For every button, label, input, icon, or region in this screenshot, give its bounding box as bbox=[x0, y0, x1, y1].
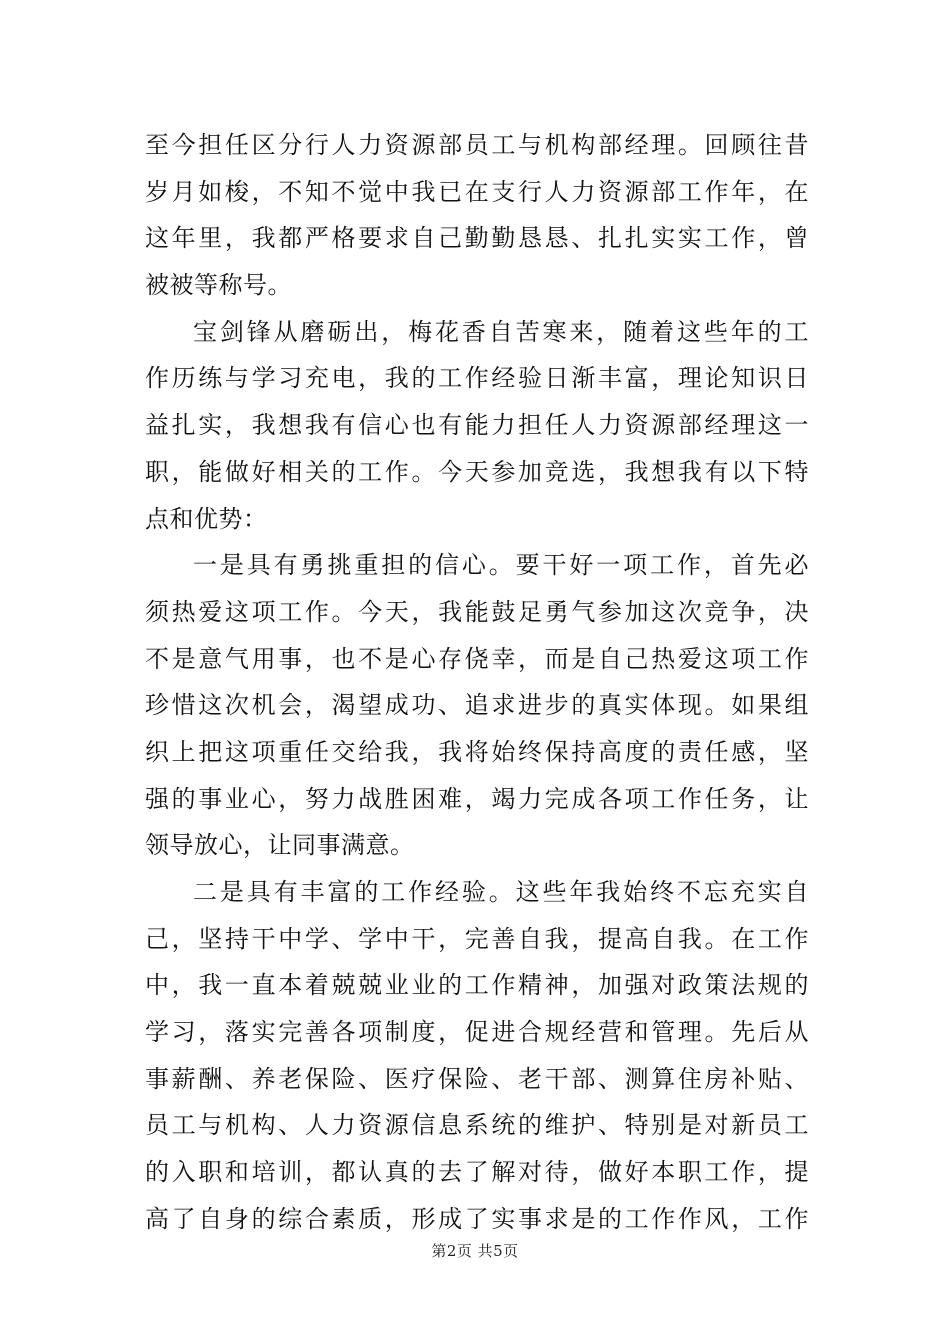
page-footer: 第2页 共5页 bbox=[431, 1242, 519, 1260]
text-line: 这年里，我都严格要求自己勤勤恳恳、扎扎实实工作，曾 bbox=[145, 224, 809, 253]
text-line: 职，能做好相关的工作。今天参加竞选，我想我有以下特 bbox=[145, 457, 809, 486]
text-line: 的入职和培训，都认真的去了解对待，做好本职工作，提 bbox=[145, 1158, 809, 1187]
text-line: 中，我一直本着兢兢业业的工作精神，加强对政策法规的 bbox=[145, 971, 809, 1000]
text-line: 岁月如梭，不知不觉中我已在支行人力资源部工作年，在 bbox=[145, 177, 809, 206]
text-line: 珍惜这次机会，渴望成功、追求进步的真实体现。如果组 bbox=[145, 691, 809, 720]
text-line: 事薪酬、养老保险、医疗保险、老干部、测算住房补贴、 bbox=[145, 1064, 809, 1093]
text-line: 高了自身的综合素质，形成了实事求是的工作作风，工作 bbox=[145, 1204, 809, 1233]
text-line: 领导放心，让同事满意。 bbox=[145, 831, 415, 860]
text-line: 二是具有丰富的工作经验。这些年我始终不忘充实自 bbox=[193, 878, 809, 906]
text-line: 作历练与学习充电，我的工作经验日渐丰富，理论知识日 bbox=[145, 364, 809, 393]
text-line: 不是意气用事，也不是心存侥幸，而是自己热爱这项工作 bbox=[145, 644, 809, 673]
body-text bbox=[145, 122, 809, 1243]
text-line: 须热爱这项工作。今天，我能鼓足勇气参加这次竞争，决 bbox=[145, 597, 809, 626]
text-line: 益扎实，我想我有信心也有能力担任人力资源部经理这一 bbox=[145, 411, 809, 440]
text-line: 宝剑锋从磨砺出，梅花香自苦寒来，随着这些年的工 bbox=[193, 317, 809, 346]
text-line: 点和优势： bbox=[145, 504, 268, 533]
text-line: 员工与机构、人力资源信息系统的维护、特别是对新员工 bbox=[145, 1111, 809, 1140]
text-line: 强的事业心，努力战胜困难，竭力完成各项工作任务，让 bbox=[145, 784, 809, 813]
text-line: 一是具有勇挑重担的信心。要干好一项工作，首先必 bbox=[193, 551, 809, 580]
text-line: 学习，落实完善各项制度，促进合规经营和管理。先后从 bbox=[145, 1018, 809, 1047]
text-line: 己，坚持干中学、学中干，完善自我，提高自我。在工作 bbox=[145, 924, 809, 953]
text-line: 至今担任区分行人力资源部员工与机构部经理。回顾往昔 bbox=[145, 131, 809, 159]
text-line: 织上把这项重任交给我，我将始终保持高度的责任感，坚 bbox=[145, 737, 809, 766]
text-line: 被被等称号。 bbox=[145, 271, 292, 300]
